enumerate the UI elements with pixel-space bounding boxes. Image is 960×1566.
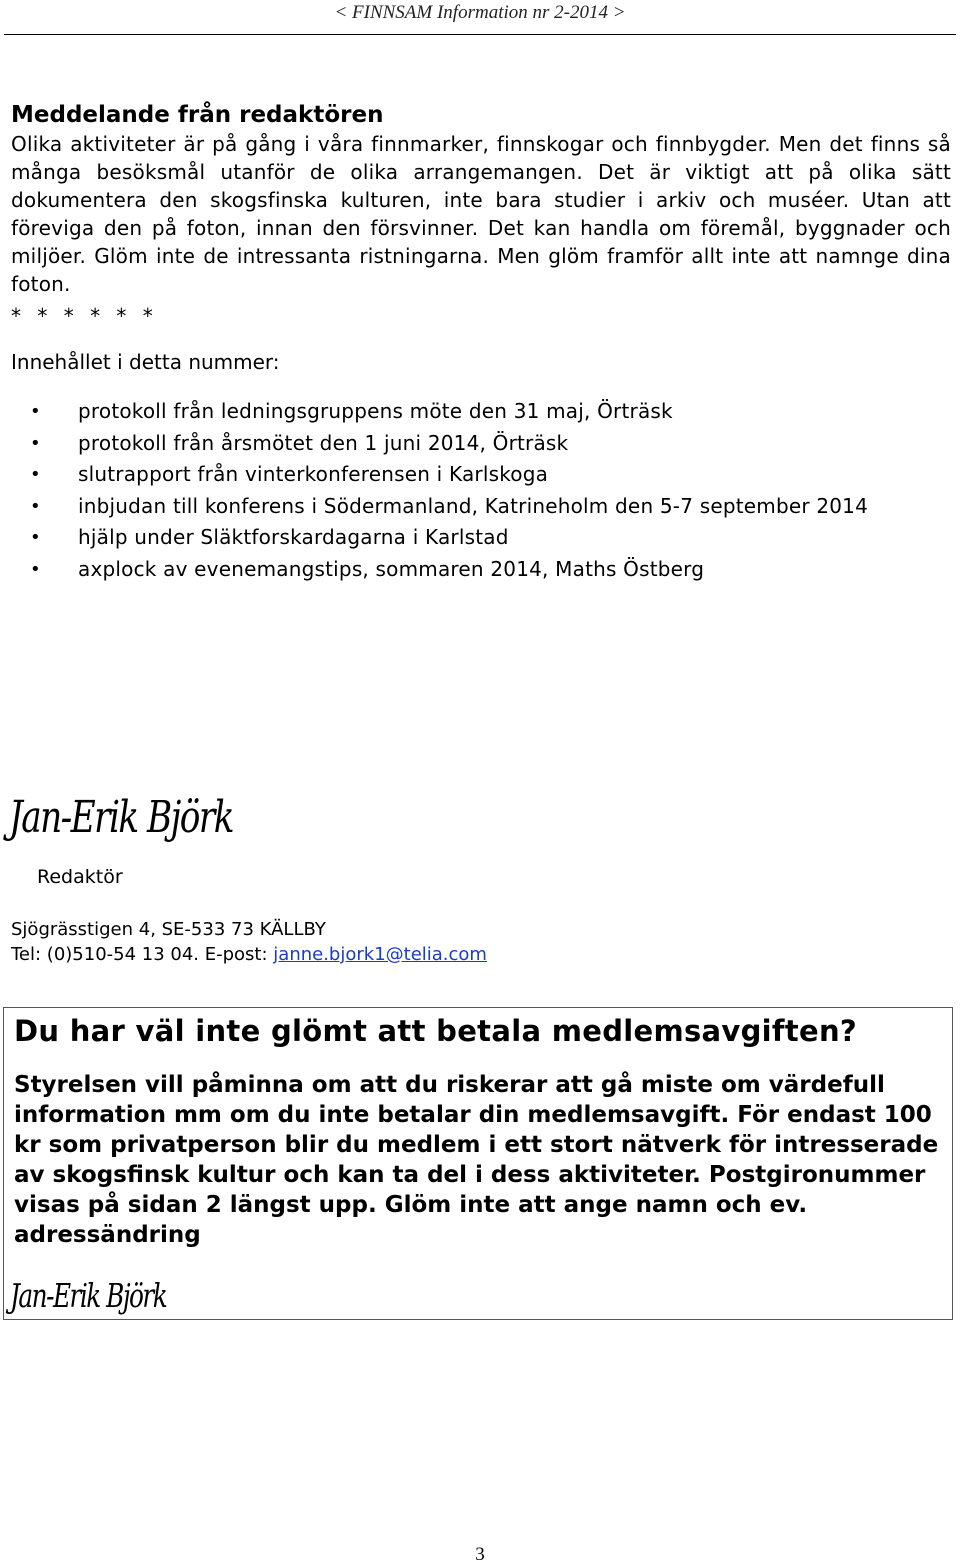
list-item-text: axplock av evenemangstips, sommaren 2014, Maths Östberg	[78, 556, 705, 581]
list-item	[11, 459, 951, 491]
list-item	[11, 428, 951, 460]
bullet-icon: •	[30, 527, 41, 548]
contents-intro: Innehållet i detta nummer:	[11, 350, 280, 374]
separator-stars: * * * * * *	[11, 304, 158, 328]
running-header: < FINNSAM Information nr 2-2014 >	[334, 2, 626, 23]
bullet-icon: •	[30, 495, 41, 517]
editor-message-paragraph: Olika aktiviteter är på gång i våra finnmarker, finnskogar och finnbygder. Men det finns så många besöksmål utanför de olika arrangemangen. Det är viktigt att på olika sätt dokumentera den skogsfinska kulturen, inte bara studier i arkiv och muséer. Utan att föreviga den på foton, innan den försvinner. Det kan handla om föremål, byggnader och miljöer. Glöm inte de intressanta ristningarna. Men glöm framför allt inte att namnge dina foton.	[11, 132, 951, 296]
list-item	[11, 491, 951, 523]
page-number: 3	[475, 1544, 485, 1565]
list-item-text: protokoll från ledningsgruppens möte den 31 maj, Örträsk	[78, 399, 673, 423]
editor-message-section	[11, 100, 951, 585]
contact-block	[11, 917, 487, 967]
list-item	[11, 554, 951, 586]
editor-message-heading: Meddelande från redaktören	[11, 102, 384, 128]
contents-list	[11, 396, 951, 585]
notice-text: Styrelsen vill påminna om att du riskerar att gå miste om värdefull information mm om du inte betalar din medlemsavgift. För endast 100 kr som privatperson blir du medlem i ett stort nätverk för intresserade av skogsfinsk kultur och kan ta del i dess aktiviteter. Postgironummer visas på sidan 2 längst upp. Glöm inte att ange namn och ev. adressändring	[14, 1072, 939, 1248]
postal-address: Sjögrässtigen 4, SE-533 73 KÄLLBY	[11, 919, 326, 940]
list-item-text: hjälp under Släktforskardagarna i Karlstad	[78, 525, 509, 549]
editor-signature: Jan-Erik Björk	[9, 792, 233, 843]
bullet-icon: •	[30, 432, 41, 454]
bullet-icon: •	[30, 558, 41, 580]
list-item-text: slutrapport från vinterkonferensen i Karlskoga	[78, 462, 549, 486]
list-item-text: protokoll från årsmötet den 1 juni 2014, Örträsk	[78, 430, 569, 455]
notice-title: Du har väl inte glömt att betala medlemsavgiften?	[14, 1014, 858, 1048]
phone-text: Tel: (0)510-54 13 04. E-post:	[11, 944, 274, 965]
email-link[interactable]: janne.bjork1@telia.com	[273, 944, 487, 965]
header-rule	[4, 34, 956, 35]
membership-notice-box	[3, 1007, 953, 1320]
bullet-icon: •	[30, 464, 41, 485]
bullet-icon: •	[30, 401, 41, 422]
list-item	[11, 396, 951, 428]
editor-role: Redaktör	[37, 866, 123, 888]
list-item	[11, 522, 951, 554]
list-item-text: inbjudan till konferens i Södermanland, Katrineholm den 5-7 september 2014	[78, 493, 869, 518]
phone-line	[11, 942, 487, 967]
notice-signature: Jan-Erik Björk	[10, 1276, 167, 1315]
